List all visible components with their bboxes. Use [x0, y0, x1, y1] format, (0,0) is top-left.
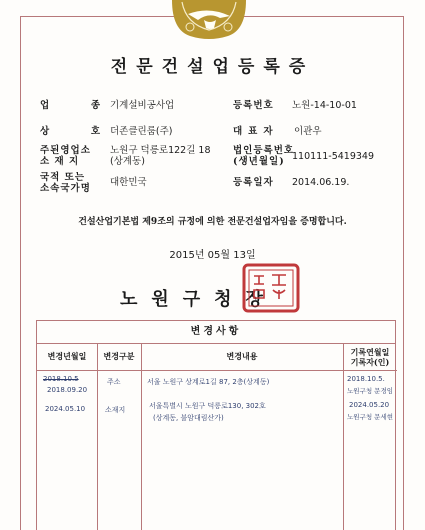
registration-no-label: 등록번호 — [233, 100, 274, 111]
entry-1-recorder: 노원구청 문경임 — [347, 387, 394, 395]
nationality-label-line1: 국적 또는 — [40, 172, 86, 183]
entry-2-recorder-date: 2024.05.20 — [349, 401, 390, 409]
column-divider — [141, 343, 142, 530]
issue-date: 2015년 05월 13일 — [169, 250, 256, 261]
header-recorder-line1: 기록연월일 — [350, 346, 390, 357]
business-type-label: 업 종 — [40, 100, 100, 111]
issuer-name: 노원구청장 — [120, 289, 277, 310]
address-label-line1: 주된영업소 — [40, 145, 91, 156]
changes-table — [36, 320, 396, 530]
korean-government-emblem-icon — [168, 0, 250, 40]
company-name-label: 상 호 — [40, 126, 100, 137]
header-category: 변경구분 — [97, 343, 141, 371]
address-label-line2: 소 재 지 — [40, 156, 80, 167]
header-recorder — [343, 343, 397, 371]
entry-1-recorder-date: 2018.10.5. — [347, 375, 385, 383]
entry-2-content-line1: 서울특별시 노원구 덕릉로130, 302호 — [149, 402, 266, 410]
entry-1-category: 주소 — [107, 378, 121, 386]
address-value-line1: 노원구 덕릉로122길 18 — [110, 145, 211, 156]
entry-1-content: 서울 노원구 상계로1길 87, 2층(상계동) — [147, 378, 270, 386]
representative-value: 이관우 — [294, 126, 322, 137]
header-recorder-line2: 기록자(인) — [350, 356, 390, 367]
corp-no-label-line1: 법인등록번호 — [233, 145, 295, 156]
entry-1-date: 2018.09.20 — [47, 386, 88, 394]
official-seal-icon — [240, 262, 302, 314]
corp-no-label-line2: (생년월일) — [233, 156, 285, 167]
address-value-line2: (상계동) — [110, 156, 145, 167]
representative-label: 대표자 — [233, 126, 279, 137]
registration-date-label: 등록일자 — [233, 177, 274, 188]
entry-2-date: 2024.05.10 — [45, 405, 86, 413]
corp-no-value: 110111-5419349 — [292, 151, 375, 162]
nationality-value: 대한민국 — [110, 177, 147, 188]
certification-statement: 건설산업기본법 제9조의 규정에 의한 전문건설업자임을 증명합니다. — [78, 217, 347, 227]
registration-date-value: 2014.06.19. — [292, 177, 350, 188]
entry-2-content-line2: (상계동, 불암대림산가) — [153, 414, 224, 422]
changes-title: 변경사항 — [37, 321, 395, 344]
column-divider — [97, 343, 98, 530]
registration-no-value: 노원-14-10-01 — [292, 100, 357, 111]
entry-2-recorder: 노원구청 문세현 — [347, 413, 394, 421]
header-date: 변경년월일 — [37, 343, 97, 371]
column-divider — [343, 343, 344, 530]
entry-1-date-struck: 2018.10.5 — [43, 375, 79, 383]
certificate-title: 전문건설업등록증 — [110, 57, 315, 77]
company-name-value: 더존클린룸(주) — [110, 126, 173, 137]
entry-2-category: 소재지 — [105, 406, 126, 414]
nationality-label-line2: 소속국가명 — [40, 183, 91, 194]
header-content: 변경내용 — [141, 343, 343, 371]
business-type-value: 기계설비공사업 — [110, 100, 175, 111]
